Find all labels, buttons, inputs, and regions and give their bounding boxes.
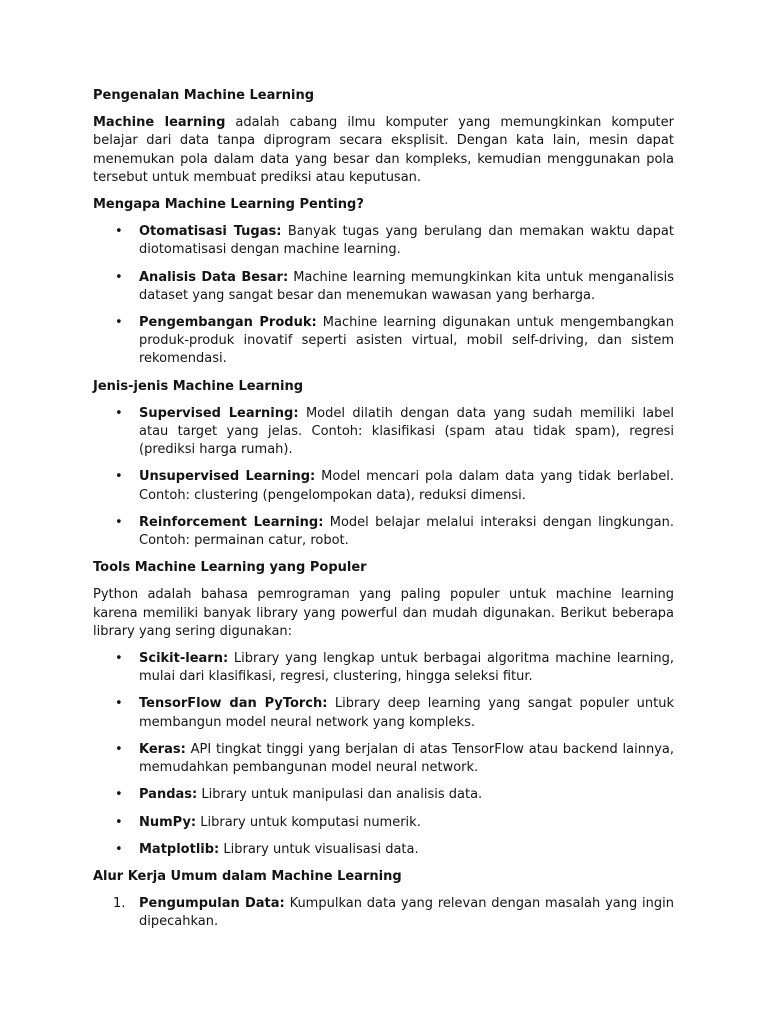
list-item: [93, 314, 674, 369]
list-item: [93, 514, 674, 550]
item-term: Pengembangan Produk:: [139, 315, 317, 331]
intro-term: Machine learning: [93, 115, 226, 131]
list-item: [93, 223, 674, 259]
list-alur: [93, 895, 674, 931]
item-text: Banyak tugas yang berulang dan memakan waktu dapat diotomatisasi dengan machine learning.: [139, 224, 674, 258]
item-text: Kumpulkan data yang relevan dengan masalah yang ingin dipecahkan.: [139, 896, 675, 930]
list-mengapa: [93, 223, 674, 368]
list-item: [93, 405, 674, 460]
list-item: [93, 269, 674, 305]
item-term: Supervised Learning:: [139, 405, 299, 421]
item-term: Matplotlib:: [139, 841, 220, 857]
item-text: API tingkat tinggi yang berjalan di atas TensorFlow atau backend lainnya, memudahkan pembangunan model neural network.: [139, 741, 674, 776]
item-term: Scikit-learn:: [139, 651, 229, 667]
bullet-icon: •: [115, 224, 123, 240]
item-text: Machine learning digunakan untuk mengembangkan produk-produk inovatif seperti asisten virtual, mobil self-driving, dan sistem rekomendasi.: [139, 315, 674, 367]
item-text: Model mencari pola dalam data yang tidak berlabel. Contoh: clustering (pengelompokan data), reduksi dimensi.: [139, 469, 674, 503]
item-text: Model belajar melalui interaksi dengan lingkungan. Contoh: permainan catur, robot.: [139, 514, 674, 549]
section-heading-jenis: Jenis-jenis Machine Learning: [93, 378, 304, 394]
item-term: Pengumpulan Data:: [139, 896, 285, 912]
item-text: Machine learning memungkinkan kita untuk menganalisis dataset yang sangat besar dan menemukan wawasan yang berharga.: [139, 269, 674, 303]
item-term: TensorFlow dan PyTorch:: [139, 696, 328, 712]
section-heading-pengenalan: Pengenalan Machine Learning: [93, 88, 315, 103]
bullet-icon: •: [115, 269, 123, 285]
list-item: [93, 841, 674, 859]
item-text: Library untuk manipulasi dan analisis data.: [197, 787, 483, 803]
list-item: [93, 786, 674, 804]
bullet-icon: •: [115, 841, 123, 857]
section-heading-tools: Tools Machine Learning yang Populer: [93, 560, 367, 576]
bullet-icon: •: [115, 741, 123, 757]
list-jenis: [93, 405, 674, 550]
bullet-icon: •: [115, 405, 123, 421]
bullet-icon: •: [115, 514, 123, 530]
item-term: NumPy:: [139, 814, 197, 830]
list-item: [93, 695, 674, 731]
item-term: Reinforcement Learning:: [139, 514, 324, 530]
item-term: Analisis Data Besar:: [139, 269, 289, 285]
bullet-icon: •: [115, 814, 123, 830]
tools-paragraph: Python adalah bahasa pemrograman yang paling populer untuk machine learning karena memiliki banyak library yang powerful dan mudah digunakan. Berikut beberapa library yang sering digunakan:: [93, 587, 674, 639]
list-item: [93, 468, 674, 504]
list-item: [93, 650, 674, 686]
list-item: [93, 814, 674, 832]
bullet-icon: •: [115, 315, 123, 331]
bullet-icon: •: [115, 651, 123, 667]
list-item: [93, 895, 674, 931]
item-term: Otomatisasi Tugas:: [139, 224, 282, 240]
section-heading-mengapa: Mengapa Machine Learning Penting?: [93, 197, 364, 213]
item-term: Keras:: [139, 741, 186, 757]
section-heading-alur: Alur Kerja Umum dalam Machine Learning: [93, 868, 402, 884]
item-text: Model dilatih dengan data yang sudah memiliki label atau target yang jelas. Contoh: klasifikasi (spam atau tidak spam), regresi (prediksi harga rumah).: [139, 405, 674, 458]
item-text: Library untuk visualisasi data.: [219, 841, 419, 857]
item-text: Library yang lengkap untuk berbagai algoritma machine learning, mulai dari klasifikasi, regresi, clustering, hingga seleksi fitur.: [139, 651, 674, 685]
item-term: Unsupervised Learning:: [139, 469, 316, 485]
item-text: Library deep learning yang sangat populer untuk membangun model neural network yang kompleks.: [139, 696, 675, 730]
item-text: Library untuk komputasi numerik.: [196, 814, 421, 830]
item-number: 1.: [113, 896, 126, 912]
list-tools: [93, 650, 674, 859]
list-item: [93, 741, 674, 777]
intro-text: adalah cabang ilmu komputer yang memungkinkan komputer belajar dari data tanpa diprogram secara eksplisit. Dengan kata lain, mesin dapat menemukan pola dalam data yang besar dan kompleks, kemudian menggunakan pola tersebut untuk membuat prediksi atau keputusan.: [93, 115, 674, 185]
item-term: Pandas:: [139, 787, 198, 803]
bullet-icon: •: [115, 787, 123, 803]
bullet-icon: •: [115, 696, 123, 712]
intro-paragraph: [93, 114, 674, 187]
bullet-icon: •: [115, 469, 123, 485]
